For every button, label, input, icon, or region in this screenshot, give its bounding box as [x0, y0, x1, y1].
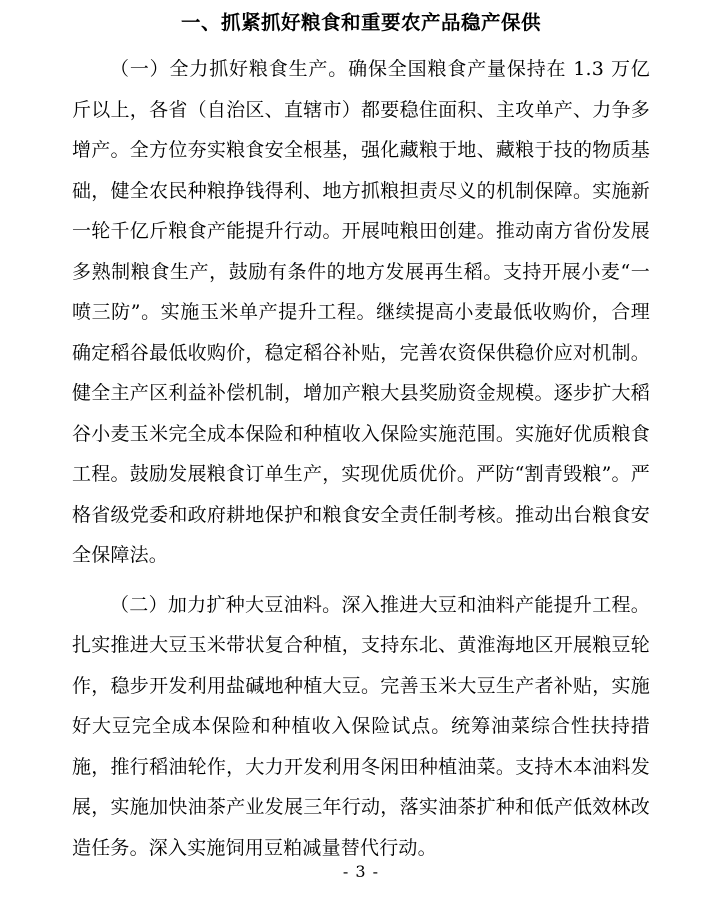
- body-paragraph-1: （一）全力抓好粮食生产。确保全国粮食产量保持在 1.3 万亿斤以上，各省（自治区、直辖市）都要稳住面积、主攻单产、力争多增产。全方位夯实粮食安全根基，强化藏粮于地、藏粮于技的物质基础，健全农民种粮挣钱得利、地方抓粮担责尽义的机制保障。实施新一轮千亿斤粮食产能提升行动。开展吨粮田创建。推动南方省份发展多熟制粮食生产，鼓励有条件的地方发展再生稻。支持开展小麦“一喷三防”。实施玉米单产提升工程。继续提高小麦最低收购价，合理确定稻谷最低收购价，稳定稻谷补贴，完善农资保供稳价应对机制。健全主产区利益补偿机制，增加产粮大县奖励资金规模。逐步扩大稻谷小麦玉米完全成本保险和种植收入保险实施范围。实施好优质粮食工程。鼓励发展粮食订单生产，实现优质优价。严防“割青毁粮”。严格省级党委和政府耕地保护和粮食安全责任制考核。推动出台粮食安全保障法。: [72, 58, 650, 566]
- page-number: - 3 -: [342, 862, 380, 881]
- paragraph-block: [72, 49, 650, 576]
- page-title: 一、抓紧抓好粮食和重要农产品稳产保供: [180, 11, 541, 34]
- body-paragraph-2: （二）加力扩种大豆油料。深入推进大豆和油料产能提升工程。扎实推进大豆玉米带状复合种植，支持东北、黄淮海地区开展粮豆轮作，稳步开发利用盐碱地种植大豆。完善玉米大豆生产者补贴，实施好大豆完全成本保险和种植收入保险试点。统筹油菜综合性扶持措施，推行稻油轮作，大力开发利用冬闲田种植油菜。支持木本油料发展，实施加快油茶产业发展三年行动，落实油茶扩种和低产低效林改造任务。深入实施饲用豆粕减量替代行动。: [72, 593, 650, 859]
- paragraph-block: [72, 585, 650, 869]
